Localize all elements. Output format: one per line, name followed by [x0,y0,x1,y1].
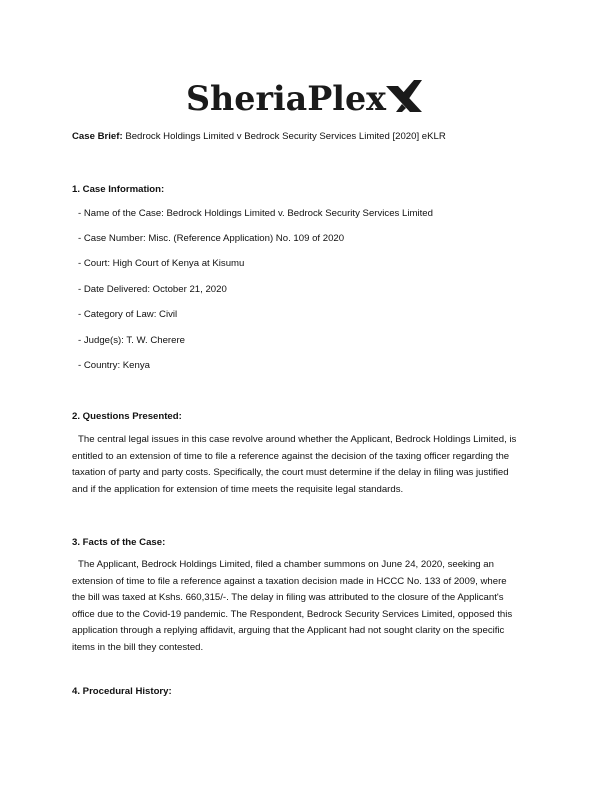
facts-paragraph [72,557,542,657]
paragraph-line: The Applicant, Bedrock Holdings Limited, filed a chamber summons on June 24, 2020, seeking an [78,559,494,570]
paragraph-line: taxation of party and party costs. Specifically, the court must determine if the delay in filing was justified [72,467,509,479]
case-info-item: - Case Number: Misc. (Reference Application) No. 109 of 2020 [78,233,345,244]
paragraph-line: extension of time to file a reference against a taxation decision made in HCCC No. 133 of 2009, where [72,575,507,587]
case-info-item: - Court: High Court of Kenya at Kisumu [78,258,245,269]
case-info-item: - Category of Law: Civil [78,309,178,320]
questions-presented-paragraph [72,432,542,498]
paragraph-line: items in the bill they contested. [72,641,204,653]
paragraph-line: and if the application for extension of time meets the requisite legal standards. [72,483,404,495]
logo-graphic [186,72,426,120]
section-heading-facts: 3. Facts of the Case: [72,537,166,548]
case-info-item: - Country: Kenya [78,360,150,371]
section-heading-procedural-history: 4. Procedural History: [72,686,172,697]
case-info-item: - Name of the Case: Bedrock Holdings Limited v. Bedrock Security Services Limited [78,208,433,219]
paragraph-line: The central legal issues in this case revolve around whether the Applicant, Bedrock Holdings Limited, is [78,434,517,445]
case-info-item: - Judge(s): T. W. Cherere [78,335,185,346]
logo-text: SheriaPlex [186,79,387,119]
paragraph-line: the bill was taxed at Kshs. 660,315/-. The delay in filing was attributed to the closure of the Applicant's [72,592,504,604]
paragraph-line: office due to the Covid-19 pandemic. The Respondent, Bedrock Security Services Limited, opposed this [72,608,513,620]
section-heading-questions-presented: 2. Questions Presented: [72,411,182,422]
case-info-item: - Date Delivered: October 21, 2020 [78,284,227,295]
section-heading-case-information: 1. Case Information: [72,184,165,195]
paragraph-line: application through a replying affidavit, arguing that the Applicant had not sought clarity on the specific [72,625,505,637]
sheriaplex-logo [0,72,612,122]
case-brief-line [72,131,446,143]
paragraph-line: entitled to an extension of time to file a reference against the decision of the taxing officer regarding the [72,450,510,462]
case-brief-title: Bedrock Holdings Limited v Bedrock Security Services Limited [2020] eKLR [122,131,446,142]
case-brief-label: Case Brief: [72,131,123,142]
